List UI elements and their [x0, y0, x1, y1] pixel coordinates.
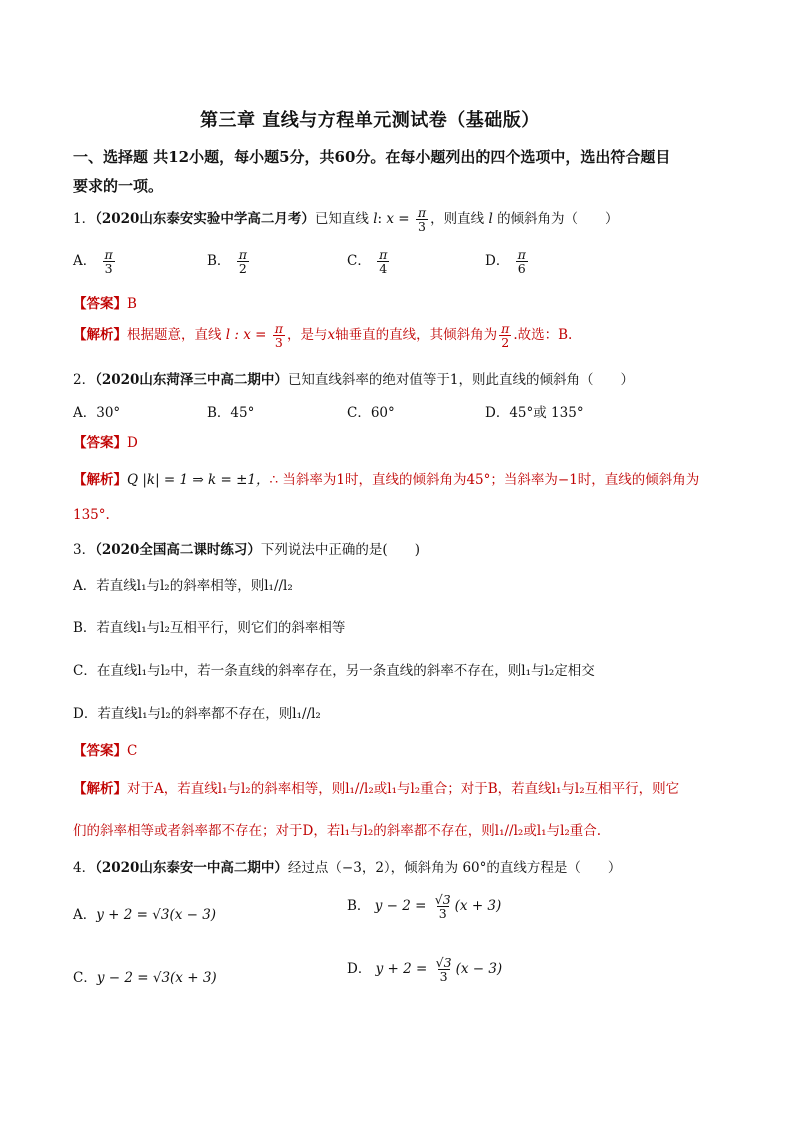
section-heading-line2: 要求的一项。 — [73, 177, 164, 195]
option-text: y + 2 = √3(x − 3) — [96, 907, 217, 923]
option-label: A． — [73, 253, 97, 270]
question-text: 已知直线斜率的绝对值等于1，则此直线的倾斜角（ ） — [287, 372, 635, 388]
q2-answer — [73, 431, 138, 451]
fraction — [273, 322, 285, 349]
q3-analysis-line2: 们的斜率相等或者斜率都不存在；对于D，若l₁与l₂的斜率都不存在，则l₁//l₂或l₁与l₂重合. — [73, 823, 602, 839]
answer-tag: 【答案】 — [73, 435, 127, 451]
fraction-num: π — [417, 205, 427, 220]
q1-option-c — [347, 248, 391, 275]
option-text: 45°或 135° — [509, 405, 584, 421]
answer-value: D — [127, 435, 138, 451]
q4-option-d — [347, 956, 502, 983]
q1-option-b — [207, 248, 251, 275]
q2-option-b — [207, 401, 254, 421]
math-rhs: (x − 3) — [455, 961, 503, 978]
math-lhs: y + 2 = — [375, 961, 428, 978]
question-4-stem — [73, 856, 621, 876]
option-text: 若直线l₁与l₂的斜率相等，则l₁//l₂ — [96, 578, 293, 594]
q3-answer — [73, 739, 137, 759]
analysis-tag: 【解析】 — [73, 472, 127, 488]
option-label: D． — [485, 405, 510, 421]
question-text: ，则直线 — [430, 211, 485, 228]
q4-option-b — [347, 893, 501, 920]
q4-option-c — [73, 966, 217, 986]
q3-option-d — [73, 702, 321, 722]
math-colon: : — [377, 211, 383, 228]
analysis-text: 轴垂直的直线，其倾斜角为 — [335, 327, 498, 344]
fraction-num: √3 — [434, 892, 451, 907]
option-label: C． — [73, 663, 97, 679]
math-eq: l : x = — [225, 327, 267, 344]
question-source: （2020山东泰安一中高二期中） — [95, 860, 288, 876]
math-lhs: y − 2 = — [374, 898, 427, 915]
q2-option-c — [347, 401, 395, 421]
math-eq: x = — [386, 211, 410, 228]
analysis-tag: 【解析】 — [73, 781, 127, 797]
q2-option-d — [485, 401, 584, 421]
q1-option-a — [73, 248, 117, 275]
option-label: A． — [73, 405, 97, 421]
q3-option-a — [73, 574, 293, 594]
question-2-stem — [73, 368, 634, 388]
fraction — [499, 322, 511, 349]
q4-option-a — [73, 903, 216, 923]
fraction-den: 3 — [438, 906, 447, 922]
option-label: B． — [347, 898, 371, 915]
option-label: D． — [485, 253, 510, 270]
fraction — [433, 893, 453, 920]
question-number: 3． — [73, 542, 96, 558]
question-source: （2020全国高二课时练习） — [95, 542, 261, 558]
fraction — [516, 248, 528, 275]
question-text: 的倾斜角为（ ） — [497, 211, 619, 228]
fraction — [434, 956, 454, 983]
question-text: 已知直线 — [314, 211, 369, 228]
option-text: 在直线l₁与l₂中，若一条直线的斜率存在，另一条直线的斜率不存在，则l₁与l₂定相交 — [96, 663, 595, 679]
fraction — [377, 248, 389, 275]
analysis-text: 根据题意，直线 — [127, 327, 222, 344]
analysis-text: .故选：B. — [513, 327, 573, 344]
fraction-den: 2 — [238, 261, 247, 277]
answer-value: B — [127, 296, 137, 312]
q2-analysis-line2: 135°. — [73, 507, 110, 523]
fraction-num: π — [501, 321, 510, 336]
fraction-num: π — [104, 247, 113, 262]
fraction-den: 3 — [418, 219, 426, 235]
q3-option-c — [73, 659, 595, 679]
option-text: 45° — [230, 405, 255, 421]
question-3-stem — [73, 538, 420, 558]
fraction — [103, 248, 115, 275]
fraction-den: 3 — [274, 335, 283, 351]
option-text: 60° — [370, 405, 395, 421]
math-expr: Q |k| = 1 ⇒ k = ±1， — [127, 472, 270, 488]
analysis-text: ，是与 — [286, 327, 328, 344]
option-label: D． — [347, 961, 372, 978]
fraction-num: π — [379, 247, 388, 262]
option-label: A． — [73, 907, 97, 923]
fraction-num: π — [274, 321, 283, 336]
math-var: x — [327, 327, 336, 344]
page-title: 第三章 直线与方程单元测试卷（基础版） — [200, 110, 540, 131]
option-label: C． — [73, 970, 97, 986]
fraction-num: π — [517, 247, 526, 262]
fraction-den: 6 — [517, 261, 526, 277]
question-text: 下列说法中正确的是( ) — [260, 542, 420, 558]
question-number: 2． — [73, 372, 96, 388]
question-1-stem — [73, 206, 619, 233]
question-source: （2020山东菏泽三中高二期中） — [95, 372, 288, 388]
fraction-den: 4 — [379, 261, 388, 277]
fraction-num: π — [238, 247, 247, 262]
fraction-den: 2 — [501, 335, 510, 351]
option-label: D． — [73, 706, 98, 722]
option-label: C． — [347, 253, 371, 270]
q2-option-a — [73, 401, 120, 421]
answer-tag: 【答案】 — [73, 743, 127, 759]
fraction-den: 3 — [439, 969, 448, 985]
fraction — [237, 248, 249, 275]
question-number: 1． — [73, 211, 96, 228]
math-var: l — [373, 211, 378, 228]
option-label: A． — [73, 578, 97, 594]
answer-tag: 【答案】 — [73, 296, 127, 312]
fraction-den: 3 — [104, 261, 113, 277]
section-heading-line1: 一、选择题 共12小题，每小题5分，共60分。在每小题列出的四个选项中，选出符合题目 — [73, 148, 671, 166]
answer-value: C — [127, 743, 138, 759]
q3-option-b — [73, 616, 345, 636]
analysis-text: ∴ 当斜率为1时，直线的倾斜角为45°；当斜率为−1时，直线的倾斜角为 — [269, 472, 700, 488]
fraction — [416, 206, 428, 233]
q3-analysis-line1 — [73, 777, 679, 797]
option-label: B． — [207, 253, 231, 270]
option-text: 若直线l₁与l₂的斜率都不存在，则l₁//l₂ — [97, 706, 321, 722]
fraction-num: √3 — [435, 955, 452, 970]
analysis-tag: 【解析】 — [73, 327, 127, 344]
option-label: B． — [73, 620, 97, 636]
question-source: （2020山东泰安实验中学高二月考） — [95, 211, 315, 228]
option-text: 30° — [96, 405, 121, 421]
q1-option-d — [485, 248, 530, 275]
q2-analysis-line1 — [73, 468, 699, 488]
option-label: B． — [207, 405, 231, 421]
q1-answer — [73, 292, 137, 312]
question-number: 4． — [73, 860, 96, 876]
question-text: 经过点（−3，2），倾斜角为 60°的直线方程是（ ） — [287, 860, 622, 876]
analysis-text: 对于A，若直线l₁与l₂的斜率相等，则l₁//l₂或l₁与l₂重合；对于B，若直线l₁与l₂互相平行，则它 — [127, 781, 680, 797]
math-rhs: (x + 3) — [454, 898, 502, 915]
option-text: 若直线l₁与l₂互相平行，则它们的斜率相等 — [96, 620, 346, 636]
q1-analysis — [73, 322, 572, 349]
math-var: l — [488, 211, 493, 228]
option-label: C． — [347, 405, 371, 421]
option-text: y − 2 = √3(x + 3) — [96, 970, 217, 986]
